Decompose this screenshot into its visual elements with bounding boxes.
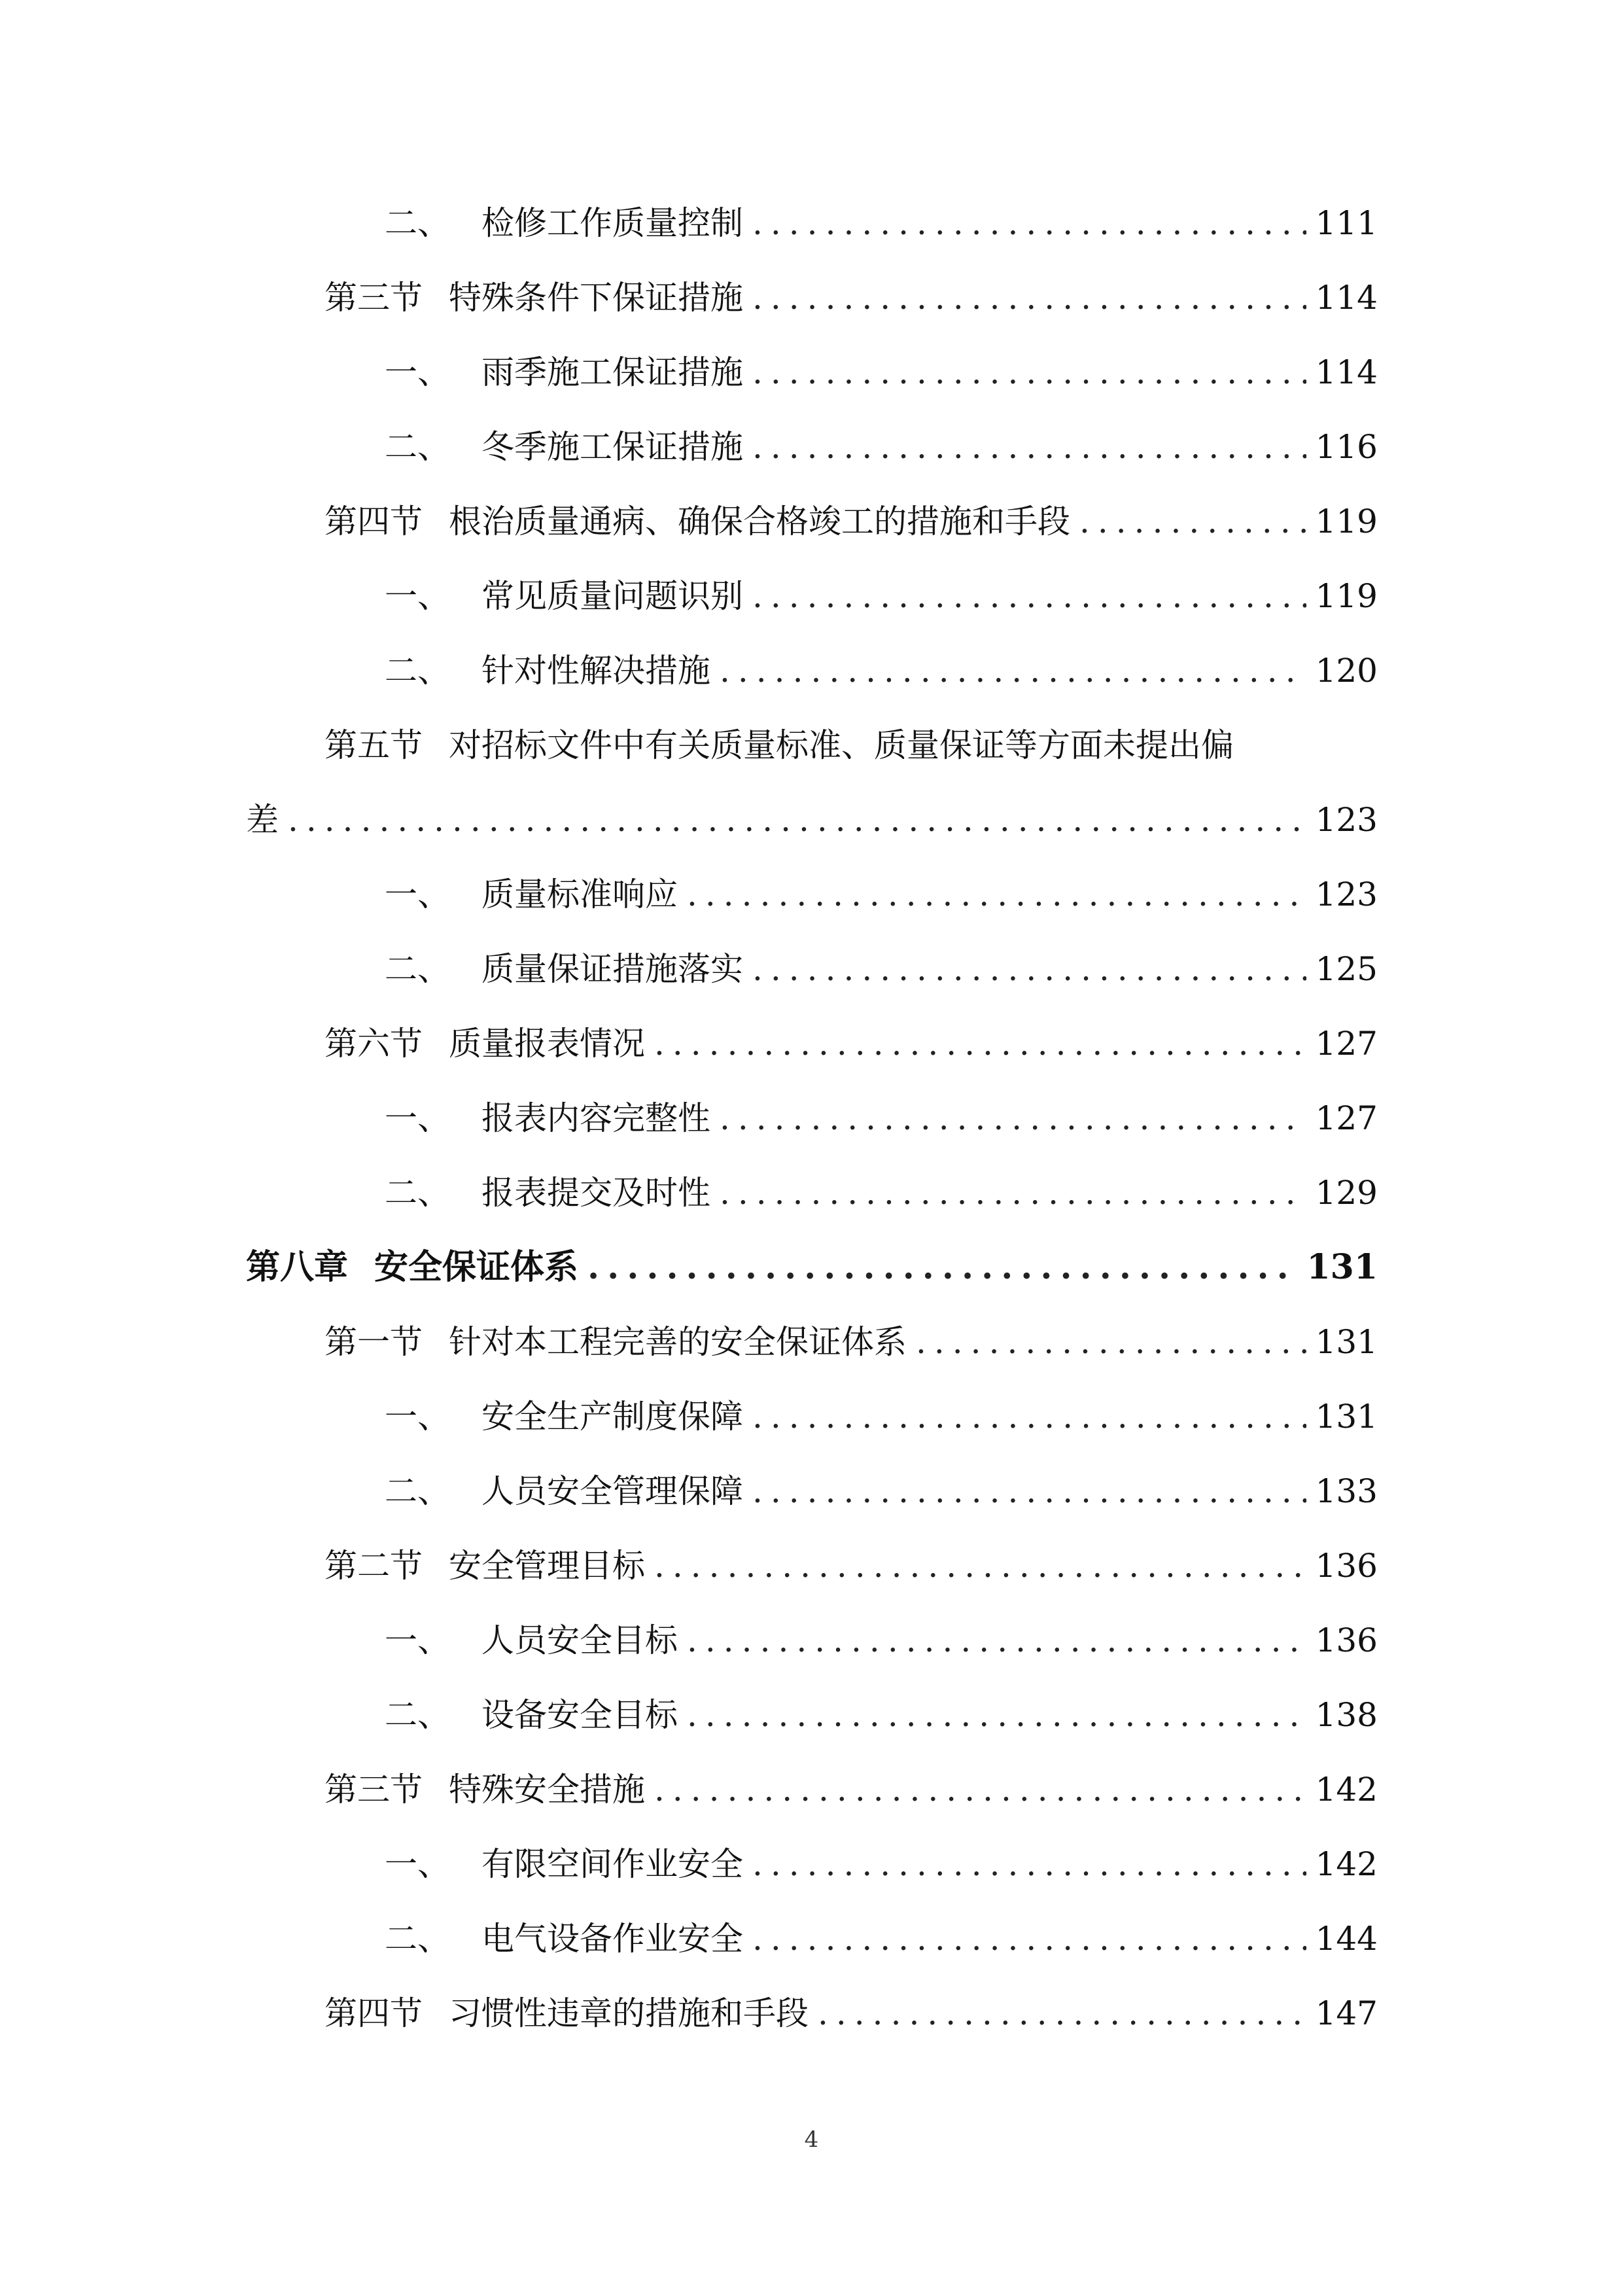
toc-leader-dots — [752, 1387, 1306, 1446]
toc-entry-number: 第六节 — [324, 1025, 423, 1063]
toc-entry[interactable] — [0, 1163, 1623, 1222]
toc-entry-title: 特殊条件下保证措施 — [449, 279, 743, 317]
toc-entry-number: 第二节 — [324, 1547, 423, 1585]
toc-entry-title: 设备安全目标 — [481, 1696, 678, 1734]
toc-entry-line — [246, 1238, 1378, 1297]
toc-entry-label — [385, 343, 743, 402]
toc-entry-label — [385, 567, 743, 626]
toc-leader-dots — [752, 1835, 1306, 1894]
toc-entry[interactable] — [0, 1835, 1623, 1894]
toc-entry-label — [324, 1984, 809, 2043]
toc-entry[interactable] — [0, 567, 1623, 626]
toc-entry-title: 常见质量问题识别 — [481, 577, 743, 615]
toc-entry-line — [385, 1611, 1378, 1670]
toc-entry-title: 安全管理目标 — [449, 1547, 645, 1585]
toc-page-number: 116 — [1315, 428, 1378, 466]
toc-entry-number: 二、 — [385, 428, 450, 466]
toc-page-number: 129 — [1315, 1174, 1378, 1212]
toc-entry[interactable] — [0, 1984, 1623, 2043]
toc-entry-label — [385, 1686, 678, 1744]
toc-page-number: 114 — [1315, 279, 1378, 317]
toc-entry-number: 二、 — [385, 1696, 450, 1734]
toc-entry-number: 第四节 — [324, 503, 423, 540]
toc-page-number: 131 — [1315, 1323, 1378, 1361]
toc-entry-number: 一、 — [385, 1621, 450, 1659]
toc-entry-line — [324, 716, 1378, 775]
toc-leader-dots — [752, 1909, 1306, 1968]
toc-leader-dots — [1079, 492, 1306, 551]
toc-entry-label — [385, 865, 678, 924]
toc-entry[interactable] — [0, 343, 1623, 402]
toc-entry-title-continued: 差 — [246, 801, 279, 839]
toc-leader-dots — [752, 1462, 1306, 1521]
toc-page-number: 131 — [1306, 1247, 1378, 1287]
toc-page-number: 131 — [1315, 1398, 1378, 1436]
toc-entry[interactable] — [0, 865, 1623, 924]
toc-entry-number: 二、 — [385, 204, 450, 242]
toc-entry-number: 第三节 — [324, 1771, 423, 1809]
toc-entry-title: 有限空间作业安全 — [481, 1845, 743, 1883]
toc-leader-dots — [752, 940, 1306, 998]
toc-entry-label — [385, 641, 710, 700]
toc-entry-label — [246, 1238, 578, 1297]
toc-entry-line — [385, 940, 1378, 998]
page-number: 4 — [804, 2127, 819, 2153]
toc-entry[interactable] — [0, 1760, 1623, 1819]
toc-entry-number: 二、 — [385, 1920, 450, 1958]
toc-entry-number: 第一节 — [324, 1323, 423, 1361]
toc-leader-dots — [818, 1984, 1306, 2043]
toc-page-number: 133 — [1315, 1472, 1378, 1510]
toc-entry-number: 一、 — [385, 1099, 450, 1137]
toc-entry-number: 第三节 — [324, 279, 423, 317]
toc-leader-dots — [916, 1313, 1306, 1371]
toc-entry-line — [385, 1163, 1378, 1222]
toc-entry-line — [385, 343, 1378, 402]
toc-entry-label — [385, 1163, 710, 1222]
toc-entry-label — [385, 940, 743, 998]
toc-entry[interactable] — [0, 1313, 1623, 1371]
toc-entry[interactable] — [0, 1387, 1623, 1446]
toc-entry-number: 第八章 — [246, 1247, 349, 1287]
toc-entry-line — [385, 194, 1378, 253]
toc-page-number: 120 — [1315, 652, 1378, 690]
toc-entry-title: 质量报表情况 — [449, 1025, 645, 1063]
toc-page-number: 142 — [1315, 1771, 1378, 1809]
toc-leader-dots — [654, 1760, 1306, 1819]
toc-entry-number: 二、 — [385, 652, 450, 690]
toc-entry-title: 习惯性违章的措施和手段 — [449, 1994, 809, 2032]
toc-entry-title: 冬季施工保证措施 — [481, 428, 743, 466]
toc-entry-label — [385, 417, 743, 476]
toc-leader-dots — [654, 1014, 1306, 1073]
toc-page-number: 147 — [1315, 1994, 1378, 2032]
toc-entry-title: 质量标准响应 — [481, 875, 678, 913]
toc-entry-label — [324, 1760, 645, 1819]
toc-entry-number: 一、 — [385, 1845, 450, 1883]
toc-entry-number: 第四节 — [324, 1994, 423, 2032]
toc-entry-label — [385, 1611, 678, 1670]
toc-entry-label — [324, 1014, 645, 1073]
toc-entry-title: 根治质量通病、确保合格竣工的措施和手段 — [449, 503, 1070, 540]
toc-page-number: 119 — [1315, 503, 1378, 540]
toc-entry-line — [385, 1089, 1378, 1148]
toc-entry-label — [324, 1313, 907, 1371]
toc-page-number: 127 — [1315, 1099, 1378, 1137]
toc-entry-label — [385, 1387, 743, 1446]
toc-entry-line — [385, 1909, 1378, 1968]
toc-page-number: 111 — [1315, 204, 1378, 242]
toc-leader-dots — [752, 194, 1306, 253]
toc-entry-label — [324, 492, 1070, 551]
toc-page-number: 125 — [1315, 950, 1378, 988]
toc-entry[interactable] — [0, 1611, 1623, 1670]
toc-leader-dots — [687, 1611, 1306, 1670]
toc-entry-label — [385, 1909, 743, 1968]
toc-entry[interactable] — [0, 1462, 1623, 1521]
toc-entry[interactable] — [0, 1238, 1623, 1297]
toc-entry-label — [324, 268, 743, 327]
toc-leader-dots — [752, 567, 1306, 626]
toc-entry[interactable] — [0, 417, 1623, 476]
toc-entry-line — [385, 417, 1378, 476]
toc-entry-title: 安全生产制度保障 — [481, 1398, 743, 1436]
toc-leader-dots — [720, 1089, 1306, 1148]
toc-entry-title: 人员安全管理保障 — [481, 1472, 743, 1510]
toc-page-number: 114 — [1315, 353, 1378, 391]
toc-page-number: 136 — [1315, 1621, 1378, 1659]
toc-entry-label — [385, 1089, 710, 1148]
toc-entry-number: 第五节 — [324, 726, 423, 764]
toc-page-number: 127 — [1315, 1025, 1378, 1063]
toc-entry-line — [385, 1835, 1378, 1894]
toc-page-number: 123 — [1315, 801, 1378, 839]
toc-page-number: 136 — [1315, 1547, 1378, 1585]
toc-entry-title: 针对本工程完善的安全保证体系 — [449, 1323, 907, 1361]
toc-page-number: 142 — [1315, 1845, 1378, 1883]
toc-entry-title: 电气设备作业安全 — [481, 1920, 743, 1958]
toc-page-number: 144 — [1315, 1920, 1378, 1958]
toc-leader-dots — [752, 417, 1306, 476]
toc-entry[interactable] — [0, 1686, 1623, 1744]
toc-entry-number: 二、 — [385, 1174, 450, 1212]
toc-entry-line — [324, 268, 1378, 327]
toc-entry-line — [385, 567, 1378, 626]
toc-leader-dots — [587, 1238, 1297, 1297]
toc-entry-title: 报表内容完整性 — [481, 1099, 710, 1137]
toc-entry-title: 针对性解决措施 — [481, 652, 710, 690]
toc-entry-title: 安全保证体系 — [374, 1247, 579, 1287]
toc-entry-line — [324, 1014, 1378, 1073]
toc-page-number: 119 — [1315, 577, 1378, 615]
toc-leader-dots — [752, 268, 1306, 327]
toc-entry-label — [385, 194, 743, 253]
toc-entry-line — [324, 1760, 1378, 1819]
toc-entry[interactable] — [0, 641, 1623, 700]
toc-leader-dots — [752, 343, 1306, 402]
toc-entry[interactable] — [0, 492, 1623, 551]
toc-entry-number: 二、 — [385, 1472, 450, 1510]
toc-entry-label — [385, 1462, 743, 1521]
toc-entry-title: 质量保证措施落实 — [481, 950, 743, 988]
toc-entry[interactable] — [0, 1536, 1623, 1595]
toc-entry-number: 一、 — [385, 353, 450, 391]
toc-leader-dots — [687, 865, 1306, 924]
toc-entry-title: 雨季施工保证措施 — [481, 353, 743, 391]
toc-leader-dots — [720, 1163, 1306, 1222]
toc-entry-line — [324, 492, 1378, 551]
toc-entry-line — [385, 1387, 1378, 1446]
toc-entry-number: 二、 — [385, 950, 450, 988]
toc-entry-title: 特殊安全措施 — [449, 1771, 645, 1809]
toc-entry-line — [385, 865, 1378, 924]
toc-entry[interactable] — [0, 716, 1623, 839]
toc-entry-number: 一、 — [385, 577, 450, 615]
toc-entry-line — [385, 1686, 1378, 1744]
toc-leader-dots — [654, 1536, 1306, 1595]
toc-page-number: 123 — [1315, 875, 1378, 913]
toc-entry-title: 报表提交及时性 — [481, 1174, 710, 1212]
toc-entry[interactable] — [0, 1014, 1623, 1073]
toc-entry-title: 对招标文件中有关质量标准、质量保证等方面未提出偏 — [449, 726, 1234, 764]
toc-entry[interactable] — [0, 268, 1623, 327]
toc-entry-label — [324, 1536, 645, 1595]
toc-leader-dots — [687, 1686, 1306, 1744]
toc-entry-label — [385, 1835, 743, 1894]
toc-entry[interactable] — [0, 1909, 1623, 1968]
toc-entry-title: 人员安全目标 — [481, 1621, 678, 1659]
toc-entry-title: 检修工作质量控制 — [481, 204, 743, 242]
toc-entry-line — [324, 1984, 1378, 2043]
toc-entry[interactable] — [0, 940, 1623, 998]
toc-entry[interactable] — [0, 1089, 1623, 1148]
toc-entry-number: 一、 — [385, 1398, 450, 1436]
toc-entry-line — [324, 1313, 1378, 1371]
toc-entry[interactable] — [0, 194, 1623, 253]
toc-page-number: 138 — [1315, 1696, 1378, 1734]
toc-entry-line — [324, 1536, 1378, 1595]
toc-entry-line — [385, 1462, 1378, 1521]
toc-leader-dots — [720, 641, 1306, 700]
toc-entry-number: 一、 — [385, 875, 450, 913]
toc-entry-line — [246, 790, 1378, 849]
toc-leader-dots — [288, 790, 1306, 849]
toc-entry-line — [385, 641, 1378, 700]
